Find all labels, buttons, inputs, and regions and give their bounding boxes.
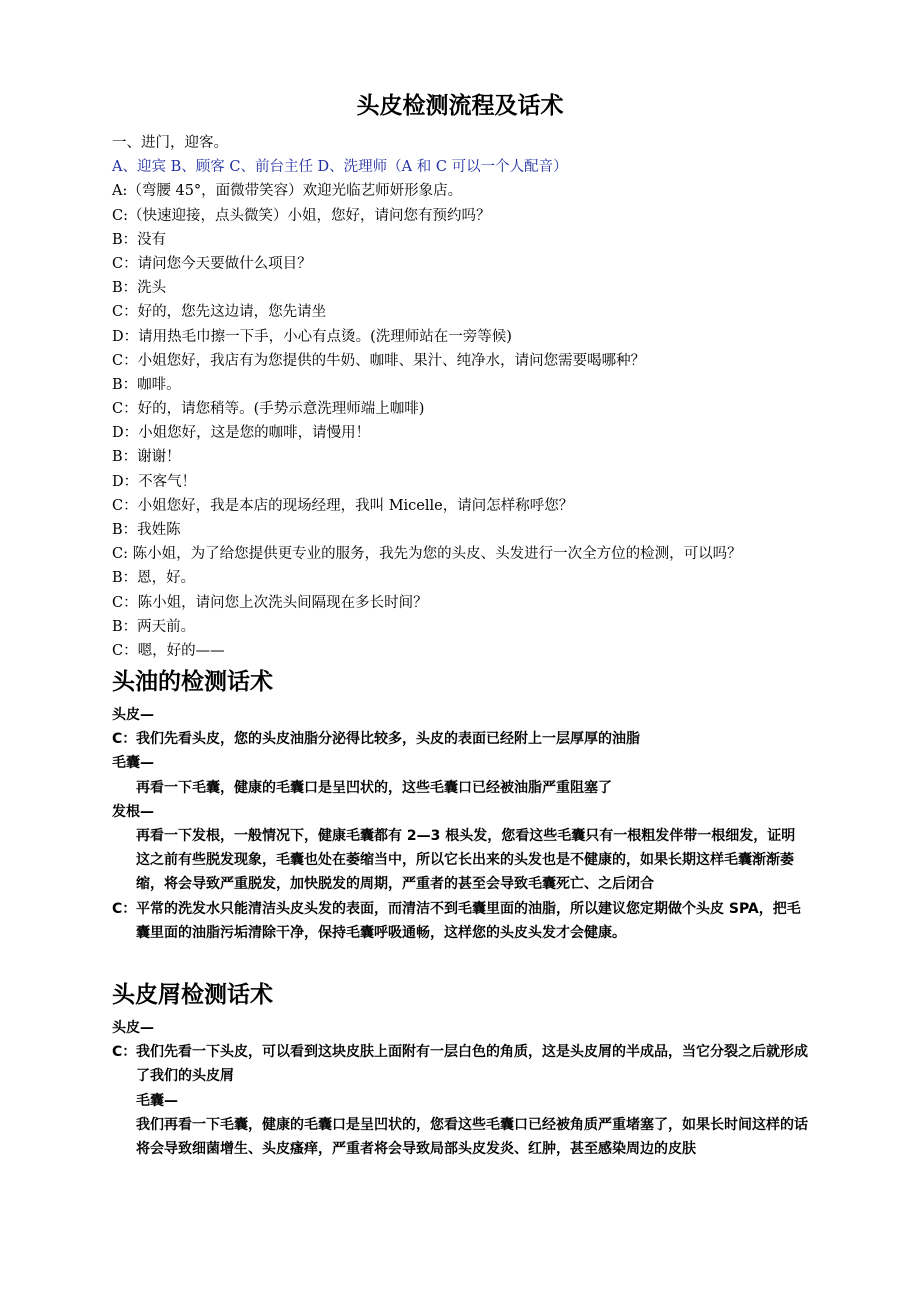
- dialogue-line: C：小姐您好，我是本店的现场经理，我叫 Micelle，请问怎样称呼您？: [112, 497, 574, 514]
- advice-paragraph: [112, 897, 808, 945]
- dandruff-section: [112, 978, 822, 1161]
- subheading-follicle: 毛囊—: [112, 755, 154, 772]
- subheading-scalp: 头皮—: [112, 1020, 154, 1036]
- dialogue-line: C：嗯，好的——: [112, 642, 225, 659]
- dialogue-line: D：不客气！: [112, 473, 197, 490]
- dialogue-line: B：两天前。: [112, 618, 196, 635]
- subheading-follicle: 毛囊—: [136, 1092, 178, 1109]
- follicle-paragraph: 我们再看一下毛囊，健康的毛囊口是呈凹状的，您看这些毛囊口已经被角质严重堵塞了，如果长时间这样的话将会导致细菌增生、头皮瘙痒，严重者将会导致局部头皮发炎、红肿，甚至感染周边的皮肤: [136, 1116, 808, 1158]
- dialogue-line: 一、进门，迎客。: [112, 135, 228, 151]
- speaker-label: C：: [112, 900, 137, 917]
- paragraph-text: 平常的洗发水只能清洁头皮头发的表面，而清洁不到毛囊里面的油脂，所以建议您定期做个头皮 SPA，把毛囊里面的油脂污垢清除干净，保持毛囊呼吸通畅，这样您的头皮头发才会健康。: [136, 900, 801, 941]
- dialogue-line: B：我姓陈: [112, 522, 181, 538]
- page-title: 头皮检测流程及话术: [356, 92, 564, 119]
- dialogue-line: B：咖啡。: [112, 376, 181, 393]
- scalp-paragraph: [112, 727, 808, 751]
- dialogue-line: B：恩，好。: [112, 570, 196, 587]
- dialogue-script: [112, 131, 832, 663]
- dialogue-line: C：请问您今天要做什么项目？: [112, 255, 312, 272]
- section-heading: 头皮屑检测话术: [112, 982, 273, 1008]
- scalp-paragraph: [112, 1040, 808, 1088]
- dialogue-line: C:（快速迎接，点头微笑）小姐，您好，请问您有预约吗？: [112, 207, 491, 224]
- speaker-label: C：: [112, 731, 137, 748]
- dialogue-line: C：陈小姐，请问您上次洗头间隔现在多长时间？: [112, 594, 428, 611]
- dialogue-line: D：小姐您好，这是您的咖啡，请慢用！: [112, 425, 371, 442]
- dialogue-line: C：好的，您先这边请，您先请坐: [112, 304, 327, 321]
- hair-root-paragraph: 再看一下发根，一般情况下，健康毛囊都有 2—3 根头发，您看这些毛囊只有一根粗发伴带一根细发，证明这之前有些脱发现象，毛囊也处在萎缩当中，所以它长出来的头发也是不健康的，如果长期这样毛囊渐渐萎缩，将会导致严重脱发，加快脱发的周期，严重者的甚至会导致毛囊死亡、之后闭合: [136, 828, 796, 893]
- speaker-label: C：: [112, 1044, 137, 1061]
- subheading-scalp: 头皮—: [112, 707, 154, 723]
- section-body: [112, 703, 822, 945]
- paragraph-text: 我们先看头皮，您的头皮油脂分泌得比较多，头皮的表面已经附上一层厚厚的油脂: [136, 731, 640, 748]
- follicle-paragraph: 再看一下毛囊，健康的毛囊口是呈凹状的，这些毛囊口已经被油脂严重阻塞了: [136, 779, 612, 796]
- dialogue-line: B：谢谢！: [112, 449, 181, 466]
- dialogue-line: D：请用热毛巾擦一下手，小心有点烫。(洗理师站在一旁等候): [112, 328, 512, 345]
- section-body: [112, 1016, 822, 1161]
- dialogue-line: B：洗头: [112, 280, 167, 297]
- dialogue-line: C: 陈小姐，为了给您提供更专业的服务，我先为您的头皮、头发进行一次全方位的检测，可以吗？: [112, 546, 742, 563]
- roles-line: A、迎宾 B、顾客 C、前台主任 D、洗理师（A 和 C 可以一个人配音）: [112, 159, 568, 176]
- dialogue-line: C：好的，请您稍等。(手势示意洗理师端上咖啡): [112, 401, 425, 418]
- dialogue-line: A:（弯腰 45°，面微带笑容）欢迎光临艺师妍形象店。: [112, 183, 463, 200]
- dialogue-line: B：没有: [112, 231, 167, 248]
- oily-scalp-section: [112, 665, 822, 945]
- section-heading: 头油的检测话术: [112, 669, 273, 695]
- dialogue-line: C：小姐您好，我店有为您提供的牛奶、咖啡、果汁、纯净水，请问您需要喝哪种？: [112, 352, 646, 369]
- subheading-hair-root: 发根—: [112, 803, 154, 820]
- paragraph-text: 我们先看一下头皮，可以看到这块皮肤上面附有一层白色的角质，这是头皮屑的半成品，当它分裂之后就形成了我们的头皮屑: [136, 1044, 808, 1085]
